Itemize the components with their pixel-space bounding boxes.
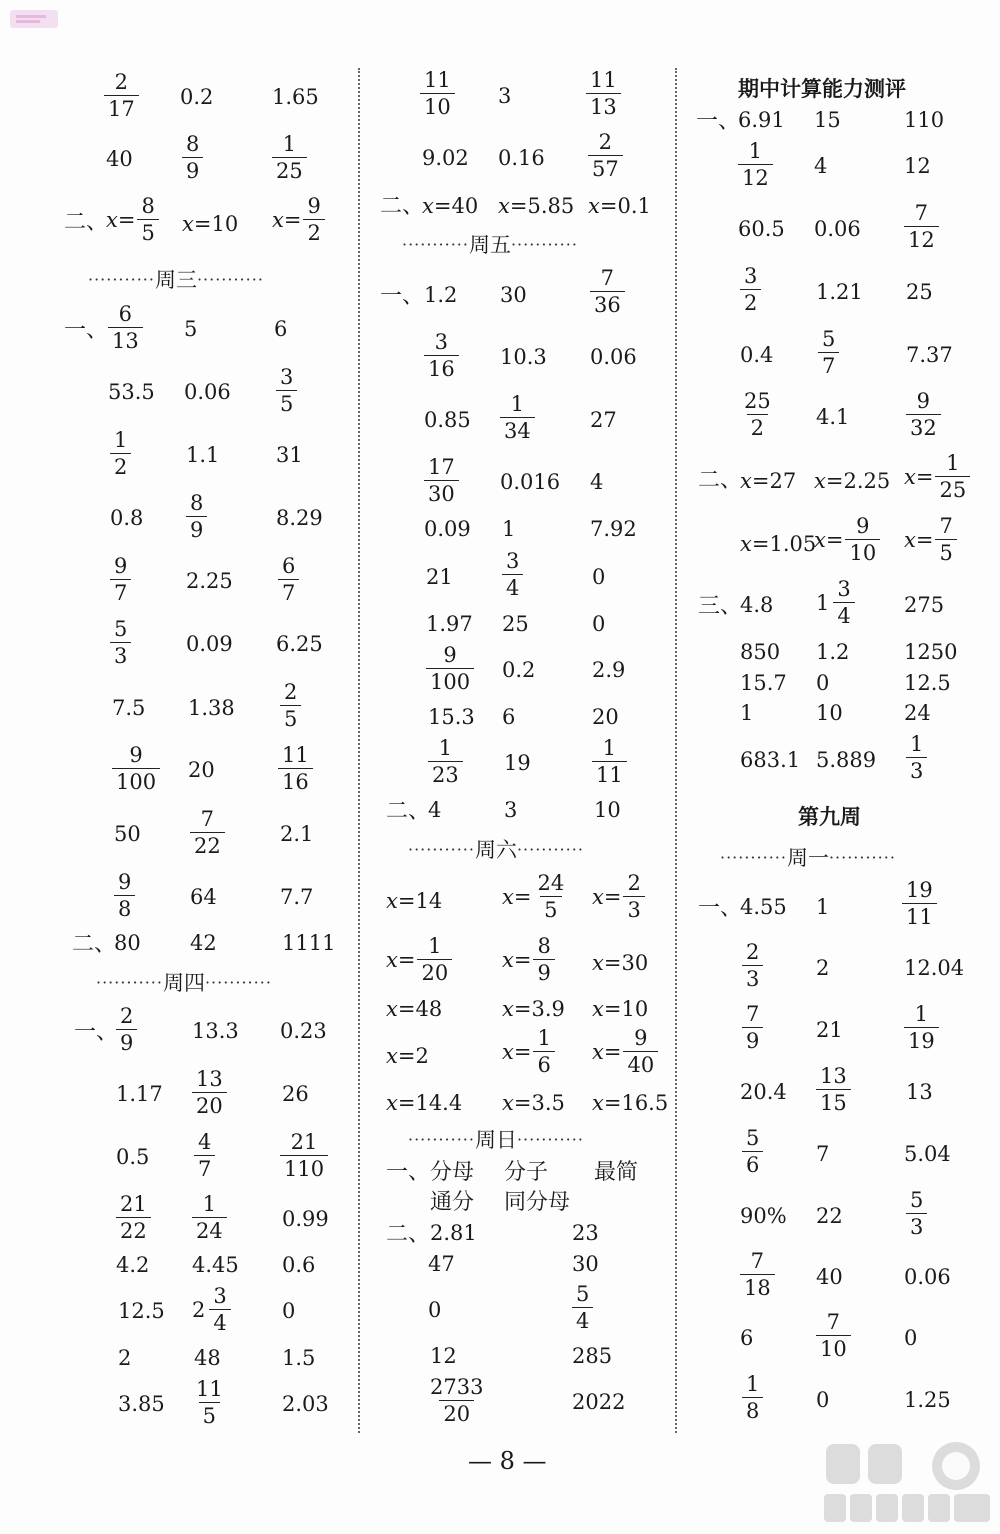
answer-value: 53.5 bbox=[108, 380, 155, 404]
fraction: 5 3 bbox=[906, 1190, 927, 1238]
answer-value: 3 bbox=[498, 84, 512, 108]
answer-value: 1.2 bbox=[816, 640, 850, 664]
answer-value: 15.7 bbox=[740, 671, 787, 695]
answer-value: 13.3 bbox=[192, 1019, 239, 1043]
answer-value: 2 bbox=[816, 956, 830, 980]
section-label: 二、 bbox=[72, 932, 117, 957]
answer-value: 0.2 bbox=[180, 85, 214, 109]
answer-value: 7 bbox=[816, 1142, 830, 1166]
answer-value: 15.3 bbox=[428, 705, 475, 729]
section-label: 一、 bbox=[380, 284, 425, 309]
section-header-monday: ··········· 周一 ··········· bbox=[720, 846, 896, 870]
fraction: 11 5 bbox=[196, 1377, 223, 1428]
answer-value: 2.25 bbox=[186, 569, 233, 593]
answer-value: 20.4 bbox=[740, 1080, 787, 1104]
fraction: 25 2 bbox=[744, 389, 771, 440]
answer-value: 7.7 bbox=[280, 885, 314, 909]
answer-value: 0.06 bbox=[814, 217, 861, 241]
fraction: 9 32 bbox=[906, 391, 941, 439]
equation-answer: x = 8 5 bbox=[106, 196, 159, 244]
answer-value: 6.91 bbox=[738, 108, 785, 132]
answer-column-1 bbox=[0, 0, 360, 1450]
section-label: 一、 bbox=[386, 1160, 431, 1185]
answer-value: 850 bbox=[740, 640, 781, 664]
equation-answer: x = 30 bbox=[592, 951, 649, 975]
answer-value: 27 bbox=[590, 408, 617, 432]
answer-value: 1.2 bbox=[424, 283, 458, 307]
answer-value: 0.09 bbox=[424, 517, 471, 541]
answer-value: 12.5 bbox=[904, 671, 951, 695]
fraction: 3 4 bbox=[502, 551, 523, 599]
answer-value: 15 bbox=[814, 108, 841, 132]
fraction: 8 9 bbox=[186, 493, 207, 541]
answer-value: 0.99 bbox=[282, 1207, 329, 1231]
answer-value: 40 bbox=[816, 1265, 843, 1289]
fraction: 7 18 bbox=[740, 1251, 775, 1299]
fraction: 2 17 bbox=[104, 72, 139, 120]
section-header-wednesday: ··········· 周三 ··········· bbox=[88, 268, 264, 292]
answer-value: 6.25 bbox=[276, 632, 323, 656]
fraction: 7 10 bbox=[816, 1312, 851, 1360]
fraction: 4 7 bbox=[194, 1132, 215, 1180]
section-title-midterm: 期中计算能力测评 bbox=[738, 77, 906, 101]
answer-value: 12.5 bbox=[118, 1299, 165, 1323]
fraction: 2 9 bbox=[116, 1006, 137, 1054]
answer-value: 0 bbox=[816, 1388, 830, 1412]
fraction: 13 15 bbox=[816, 1066, 851, 1114]
answer-value: 24 bbox=[904, 701, 931, 725]
answer-word: 分子 bbox=[504, 1160, 549, 1185]
section-label: 二、 bbox=[698, 468, 743, 493]
equation-answer: x = 3.9 bbox=[502, 997, 565, 1021]
fraction: 11 10 bbox=[420, 70, 455, 118]
fraction: 2 57 bbox=[588, 132, 623, 180]
equation-answer: x = 0.1 bbox=[588, 194, 651, 218]
equation-answer: x = 16.5 bbox=[592, 1091, 669, 1115]
answer-value: 1 bbox=[502, 517, 516, 541]
answer-value: 6 bbox=[740, 1326, 754, 1350]
section-label: 三、 bbox=[698, 594, 743, 619]
section-header-thursday: ··········· 周四 ··········· bbox=[96, 971, 272, 995]
answer-value: 1111 bbox=[282, 931, 336, 955]
equation-answer: x = 24 5 bbox=[502, 871, 565, 922]
fraction: 1 34 bbox=[500, 394, 535, 442]
equation-answer: x = 9 40 bbox=[592, 1028, 658, 1076]
equation-answer: x = 8 9 bbox=[502, 936, 555, 984]
fraction: 17 30 bbox=[424, 457, 459, 505]
answer-value: 25 bbox=[502, 612, 529, 636]
answer-column-3 bbox=[676, 0, 1000, 1450]
answer-value: 31 bbox=[276, 443, 303, 467]
answer-value: 10 bbox=[594, 798, 621, 822]
answer-value: 2022 bbox=[572, 1390, 626, 1414]
answer-value: 13 bbox=[906, 1080, 933, 1104]
answer-value: 1.17 bbox=[116, 1082, 163, 1106]
answer-value: 1.5 bbox=[282, 1346, 316, 1370]
section-label: 二、 bbox=[386, 799, 431, 824]
answer-value: 0 bbox=[816, 671, 830, 695]
answer-value: 4 bbox=[590, 470, 604, 494]
answer-value: 12 bbox=[904, 154, 931, 178]
answer-value: 110 bbox=[904, 108, 945, 132]
answer-value: 0.06 bbox=[184, 380, 231, 404]
answer-value: 1.97 bbox=[426, 612, 473, 636]
answer-value: 12 bbox=[430, 1344, 457, 1368]
equation-answer: x = 3.5 bbox=[502, 1091, 565, 1115]
answer-value: 2.1 bbox=[280, 822, 314, 846]
section-label: 一、 bbox=[64, 318, 109, 343]
answer-value: 0.16 bbox=[498, 146, 545, 170]
fraction: 1 12 bbox=[738, 141, 773, 189]
answer-value: 1 bbox=[816, 895, 830, 919]
fraction: 1 11 bbox=[592, 738, 627, 786]
answer-value: 0 bbox=[428, 1298, 442, 1322]
mixed-number: 2 3 4 bbox=[192, 1286, 231, 1334]
equation-answer: x = 1 25 bbox=[904, 453, 970, 501]
answer-value: 0 bbox=[592, 565, 606, 589]
answer-value: 22 bbox=[816, 1204, 843, 1228]
fraction: 5 7 bbox=[818, 329, 839, 377]
answer-value: 25 bbox=[906, 280, 933, 304]
answer-value: 1.25 bbox=[904, 1388, 951, 1412]
answer-value: 4.45 bbox=[192, 1253, 239, 1277]
answer-value: 0.4 bbox=[740, 343, 774, 367]
section-label: 二、 bbox=[380, 194, 425, 219]
equation-answer: x = 14 bbox=[386, 889, 443, 913]
answer-value: 1.1 bbox=[186, 443, 220, 467]
answer-word: 同分母 bbox=[504, 1190, 571, 1215]
answer-value: 19 bbox=[504, 751, 531, 775]
answer-value: 1.21 bbox=[816, 280, 863, 304]
fraction: 3 2 bbox=[740, 266, 761, 314]
equation-answer: x = 10 bbox=[592, 997, 649, 1021]
section-header-saturday: ··········· 周六 ··········· bbox=[408, 838, 584, 862]
watermark-logo-icon bbox=[820, 1438, 995, 1530]
answer-value: 6 bbox=[274, 317, 288, 341]
answer-value: 5.889 bbox=[816, 748, 877, 772]
fraction: 5 3 bbox=[110, 619, 131, 667]
answer-value: 2 bbox=[118, 1346, 132, 1370]
week-title: 第九周 bbox=[798, 805, 861, 829]
answer-word: 最简 bbox=[594, 1160, 639, 1185]
answer-value: 50 bbox=[114, 822, 141, 846]
section-label: 二、 bbox=[386, 1222, 431, 1247]
fraction: 7 22 bbox=[190, 809, 225, 857]
answer-value: 4.1 bbox=[816, 405, 850, 429]
answer-value: 4 bbox=[428, 798, 442, 822]
answer-value: 42 bbox=[190, 931, 217, 955]
answer-value: 10 bbox=[816, 701, 843, 725]
answer-value: 0.016 bbox=[500, 470, 561, 494]
answer-value: 0.06 bbox=[904, 1265, 951, 1289]
answer-value: 0.23 bbox=[280, 1019, 327, 1043]
answer-value: 7.5 bbox=[112, 696, 146, 720]
answer-word: 分母 bbox=[430, 1160, 475, 1185]
answer-value: 30 bbox=[572, 1252, 599, 1276]
section-label: 一、 bbox=[696, 109, 741, 134]
answer-value: 10.3 bbox=[500, 345, 547, 369]
fraction: 11 16 bbox=[278, 745, 313, 793]
section-label: 一、 bbox=[698, 896, 743, 921]
fraction: 13 20 bbox=[192, 1069, 227, 1117]
equation-answer: x = 27 bbox=[740, 469, 797, 493]
fraction: 7 36 bbox=[590, 268, 625, 316]
equation-answer: x = 2.25 bbox=[814, 469, 891, 493]
fraction: 9 100 bbox=[112, 745, 160, 793]
section-header-sunday: ··········· 周日 ··········· bbox=[408, 1128, 584, 1152]
section-label: 一、 bbox=[74, 1020, 119, 1045]
equation-answer: x = 40 bbox=[422, 194, 479, 218]
answer-value: 7.92 bbox=[590, 517, 637, 541]
answer-value: 683.1 bbox=[740, 748, 801, 772]
answer-value: 47 bbox=[428, 1252, 455, 1276]
section-label: 二、 bbox=[64, 210, 109, 235]
answer-value: 1 bbox=[740, 701, 754, 725]
equation-answer: x = 9 2 bbox=[272, 196, 325, 244]
answer-value: 4.55 bbox=[740, 895, 787, 919]
answer-value: 23 bbox=[572, 1221, 599, 1245]
answer-value: 4.2 bbox=[116, 1253, 150, 1277]
fraction: 21 22 bbox=[116, 1194, 151, 1242]
answer-value: 80 bbox=[114, 931, 141, 955]
answer-value: 5 bbox=[184, 317, 198, 341]
answer-value: 285 bbox=[572, 1344, 613, 1368]
fraction: 2733 20 bbox=[430, 1375, 484, 1426]
fraction: 8 9 bbox=[182, 134, 203, 182]
fraction: 9 100 bbox=[426, 645, 474, 693]
page-number: — 8 — bbox=[468, 1447, 547, 1475]
answer-value: 2.81 bbox=[430, 1221, 477, 1245]
fraction: 3 5 bbox=[276, 367, 297, 415]
answer-value: 5.04 bbox=[904, 1142, 951, 1166]
answer-value: 0.8 bbox=[110, 506, 144, 530]
fraction: 1 19 bbox=[904, 1004, 939, 1052]
answer-column-2 bbox=[360, 0, 676, 1450]
answer-value: 0.2 bbox=[502, 658, 536, 682]
answer-value: 2.9 bbox=[592, 658, 626, 682]
answer-value: 8.29 bbox=[276, 506, 323, 530]
answer-value: 1.38 bbox=[188, 696, 235, 720]
fraction: 5 4 bbox=[572, 1284, 593, 1332]
answer-value: 275 bbox=[904, 593, 945, 617]
answer-value: 21 bbox=[816, 1018, 843, 1042]
answer-value: 3.85 bbox=[118, 1392, 165, 1416]
fraction: 1 24 bbox=[192, 1194, 227, 1242]
answer-value: 90% bbox=[740, 1204, 787, 1228]
fraction: 21 110 bbox=[280, 1132, 328, 1180]
answer-value: 0.5 bbox=[116, 1145, 150, 1169]
fraction: 11 13 bbox=[586, 70, 621, 118]
answer-value: 30 bbox=[500, 283, 527, 307]
equation-answer: x = 7 5 bbox=[904, 516, 957, 564]
equation-answer: x = 5.85 bbox=[498, 194, 575, 218]
answer-value: 0.85 bbox=[424, 408, 471, 432]
mixed-number: 1 3 4 bbox=[816, 579, 855, 627]
equation-answer: x = 2 3 bbox=[592, 873, 645, 921]
answer-value: 40 bbox=[106, 147, 133, 171]
answer-value: 20 bbox=[188, 758, 215, 782]
fraction: 9 7 bbox=[110, 556, 131, 604]
equation-answer: x = 2 bbox=[386, 1044, 429, 1068]
answer-value: 12.04 bbox=[904, 956, 965, 980]
answer-value: 0 bbox=[592, 612, 606, 636]
answer-value: 60.5 bbox=[738, 217, 785, 241]
answer-value: 0.6 bbox=[282, 1253, 316, 1277]
fraction: 6 13 bbox=[108, 304, 143, 352]
answer-value: 7.37 bbox=[906, 343, 953, 367]
fraction: 5 6 bbox=[742, 1128, 763, 1176]
answer-value: 0.09 bbox=[186, 632, 233, 656]
equation-answer: x = 9 10 bbox=[814, 516, 880, 564]
equation-answer: x = 1 20 bbox=[386, 936, 452, 984]
fraction: 1 3 bbox=[906, 734, 927, 782]
answer-value: 0 bbox=[282, 1299, 296, 1323]
fraction: 9 8 bbox=[114, 872, 135, 920]
fraction: 19 11 bbox=[902, 880, 937, 928]
answer-value: 0 bbox=[904, 1326, 918, 1350]
answer-value: 3 bbox=[504, 798, 518, 822]
answer-value: 2.03 bbox=[282, 1392, 329, 1416]
answer-value: 9.02 bbox=[422, 146, 469, 170]
answer-value: 1.65 bbox=[272, 85, 319, 109]
fraction: 1 25 bbox=[272, 134, 307, 182]
section-header-friday: ··········· 周五 ··········· bbox=[402, 233, 578, 257]
equation-answer: x = 10 bbox=[182, 212, 239, 236]
answer-value: 64 bbox=[190, 885, 217, 909]
equation-answer: x = 48 bbox=[386, 997, 443, 1021]
equation-answer: x = 1.05 bbox=[740, 532, 817, 556]
fraction: 6 7 bbox=[278, 556, 299, 604]
fraction: 2 3 bbox=[742, 942, 763, 990]
fraction: 1 23 bbox=[428, 738, 463, 786]
answer-value: 26 bbox=[282, 1082, 309, 1106]
fraction: 1 8 bbox=[742, 1374, 763, 1422]
fraction: 7 9 bbox=[742, 1004, 763, 1052]
answer-value: 21 bbox=[426, 565, 453, 589]
equation-answer: x = 14.4 bbox=[386, 1091, 463, 1115]
fraction: 3 16 bbox=[424, 332, 459, 380]
equation-answer: x = 1 6 bbox=[502, 1028, 555, 1076]
answer-value: 4.8 bbox=[740, 593, 774, 617]
answer-value: 1250 bbox=[904, 640, 958, 664]
answer-word: 通分 bbox=[430, 1190, 475, 1215]
answer-value: 6 bbox=[502, 705, 516, 729]
fraction: 1 2 bbox=[110, 430, 131, 478]
answer-value: 4 bbox=[814, 154, 828, 178]
fraction: 7 12 bbox=[904, 203, 939, 251]
fraction: 2 5 bbox=[280, 682, 301, 730]
answer-value: 48 bbox=[194, 1346, 221, 1370]
answer-value: 0.06 bbox=[590, 345, 637, 369]
answer-value: 20 bbox=[592, 705, 619, 729]
